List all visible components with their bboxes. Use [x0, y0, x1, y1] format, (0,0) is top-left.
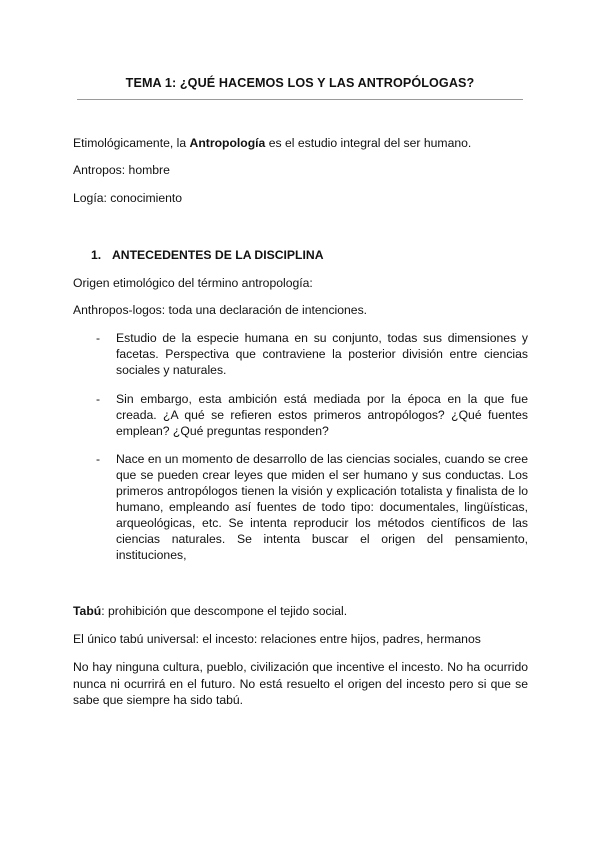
intro-definition-end: es el estudio integral del ser humano.: [265, 136, 472, 150]
tabu-universal: El único tabú universal: el incesto: relaciones entre hijos, padres, hermanos: [73, 632, 481, 646]
tabu-closing-paragraph: No hay ninguna cultura, pueblo, civilización que incentive el incesto. No ha ocurrido nunca ni ocurrirá en el futuro. No está resuelto el origen del incesto pero si que se sabe que siempre ha sido tabú.: [73, 660, 528, 707]
antropologia-term: Antropología: [189, 136, 266, 150]
intro-definition-start: Etimológicamente, la: [73, 136, 190, 150]
page-title: TEMA 1: ¿QUÉ HACEMOS LOS Y LAS ANTROPÓLOGAS?: [125, 76, 475, 90]
list-item: [96, 391, 528, 439]
tabu-term: Tabú: [73, 604, 102, 618]
bullet-dash: -: [96, 331, 101, 345]
intro-antropos: Antropos: hombre: [73, 163, 170, 177]
intro-definition: [73, 135, 471, 151]
list-item-text: Estudio de la especie humana en su conjunto, todas sus dimensiones y facetas. Perspectiva que contraviene la posterior división entre ciencias sociales y naturales.: [116, 331, 528, 377]
title-divider: [77, 99, 523, 100]
intro-logia: Logía: conocimiento: [73, 191, 183, 205]
section-heading: [91, 248, 324, 262]
list-item: [96, 451, 528, 563]
origin-paragraph: Origen etimológico del término antropología:: [73, 276, 313, 290]
tabu-definition-text: : prohibición que descompone el tejido social.: [101, 604, 348, 618]
anthropos-logos-paragraph: Anthropos-logos: toda una declaración de intenciones.: [73, 303, 368, 317]
bullet-dash: -: [96, 392, 101, 406]
list-item: [96, 330, 528, 378]
list-item-text: Sin embargo, esta ambición está mediada por la época en la que fue creada. ¿A qué se refieren estos primeros antropólogos? ¿Qué fuentes emplean? ¿Qué preguntas responden?: [116, 392, 528, 438]
section-number: 1.: [91, 248, 102, 262]
list-item-text: Nace en un momento de desarrollo de las ciencias sociales, cuando se cree que se pueden crear leyes que miden el ser humano y sus conductas. Los primeros antropólogos tienen la visión y explicación totalista y finalista de lo humano, empleando así fuentes de todo tipo: documentales, lingüísticas, arqueológicas, etc. Se intenta reproducir los métodos científicos de las ciencias naturales. Se intenta buscar el origen del pensamiento, instituciones,: [116, 452, 528, 562]
tabu-definition: [73, 603, 347, 619]
bullet-dash: -: [96, 452, 101, 466]
section-heading-text: ANTECEDENTES DE LA DISCIPLINA: [112, 248, 324, 262]
